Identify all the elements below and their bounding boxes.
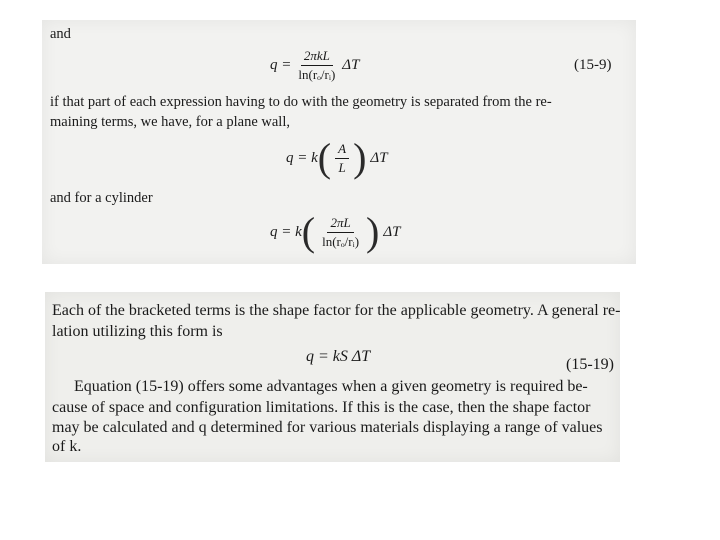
paragraph-line: Each of the bracketed terms is the shape factor for the applicable geometry. A general re- [52,302,621,319]
eq-denominator: L [338,159,346,175]
text-and: and [50,26,71,42]
eq-fraction [335,141,349,176]
paragraph-line: Equation (15-19) offers some advantages when a given geometry is required be- [74,378,588,395]
equation-15-9 [270,48,359,83]
right-paren: ) [366,209,380,254]
equation-plane-wall [286,135,388,180]
left-paren: ( [301,209,316,254]
equation-number: (15-19) [566,356,614,373]
eq-fraction [319,215,362,250]
paragraph-line: maining terms, we have, for a plane wall, [50,114,290,130]
paragraph-line: may be calculated and q determined for various materials displaying a range of values [52,419,603,436]
eq-numerator: 2πkL [301,48,333,66]
eq-denominator: ln(rₒ/rᵢ) [298,67,336,82]
paragraph-line: of k. [52,438,82,455]
eq-numerator: 2πL [327,215,353,233]
eq-lhs: q = [270,57,292,73]
eq-expression: q = kS ΔT [306,348,371,365]
equation-number: (15-9) [574,57,612,73]
paragraph-line: if that part of each expression having to do with the geometry is separated from the re- [50,94,552,110]
equation-cylinder [270,209,401,254]
paragraph-line: cause of space and configuration limitations. If this is the case, then the shape factor [52,399,591,416]
eq-lhs: q = k [286,149,318,166]
eq-numerator: A [335,141,349,159]
paragraph-line: lation utilizing this form is [52,323,223,340]
eq-denominator: ln(rₒ/rᵢ) [322,233,360,249]
left-paren: ( [317,135,332,180]
eq-rhs: ΔT [370,149,388,166]
equation-15-19 [306,348,370,366]
right-paren: ) [353,135,367,180]
eq-lhs: q = k [270,223,302,240]
eq-fraction [295,48,338,83]
eq-rhs: ΔT [342,57,360,73]
eq-rhs: ΔT [383,223,401,240]
text-cylinder: and for a cylinder [50,190,153,206]
